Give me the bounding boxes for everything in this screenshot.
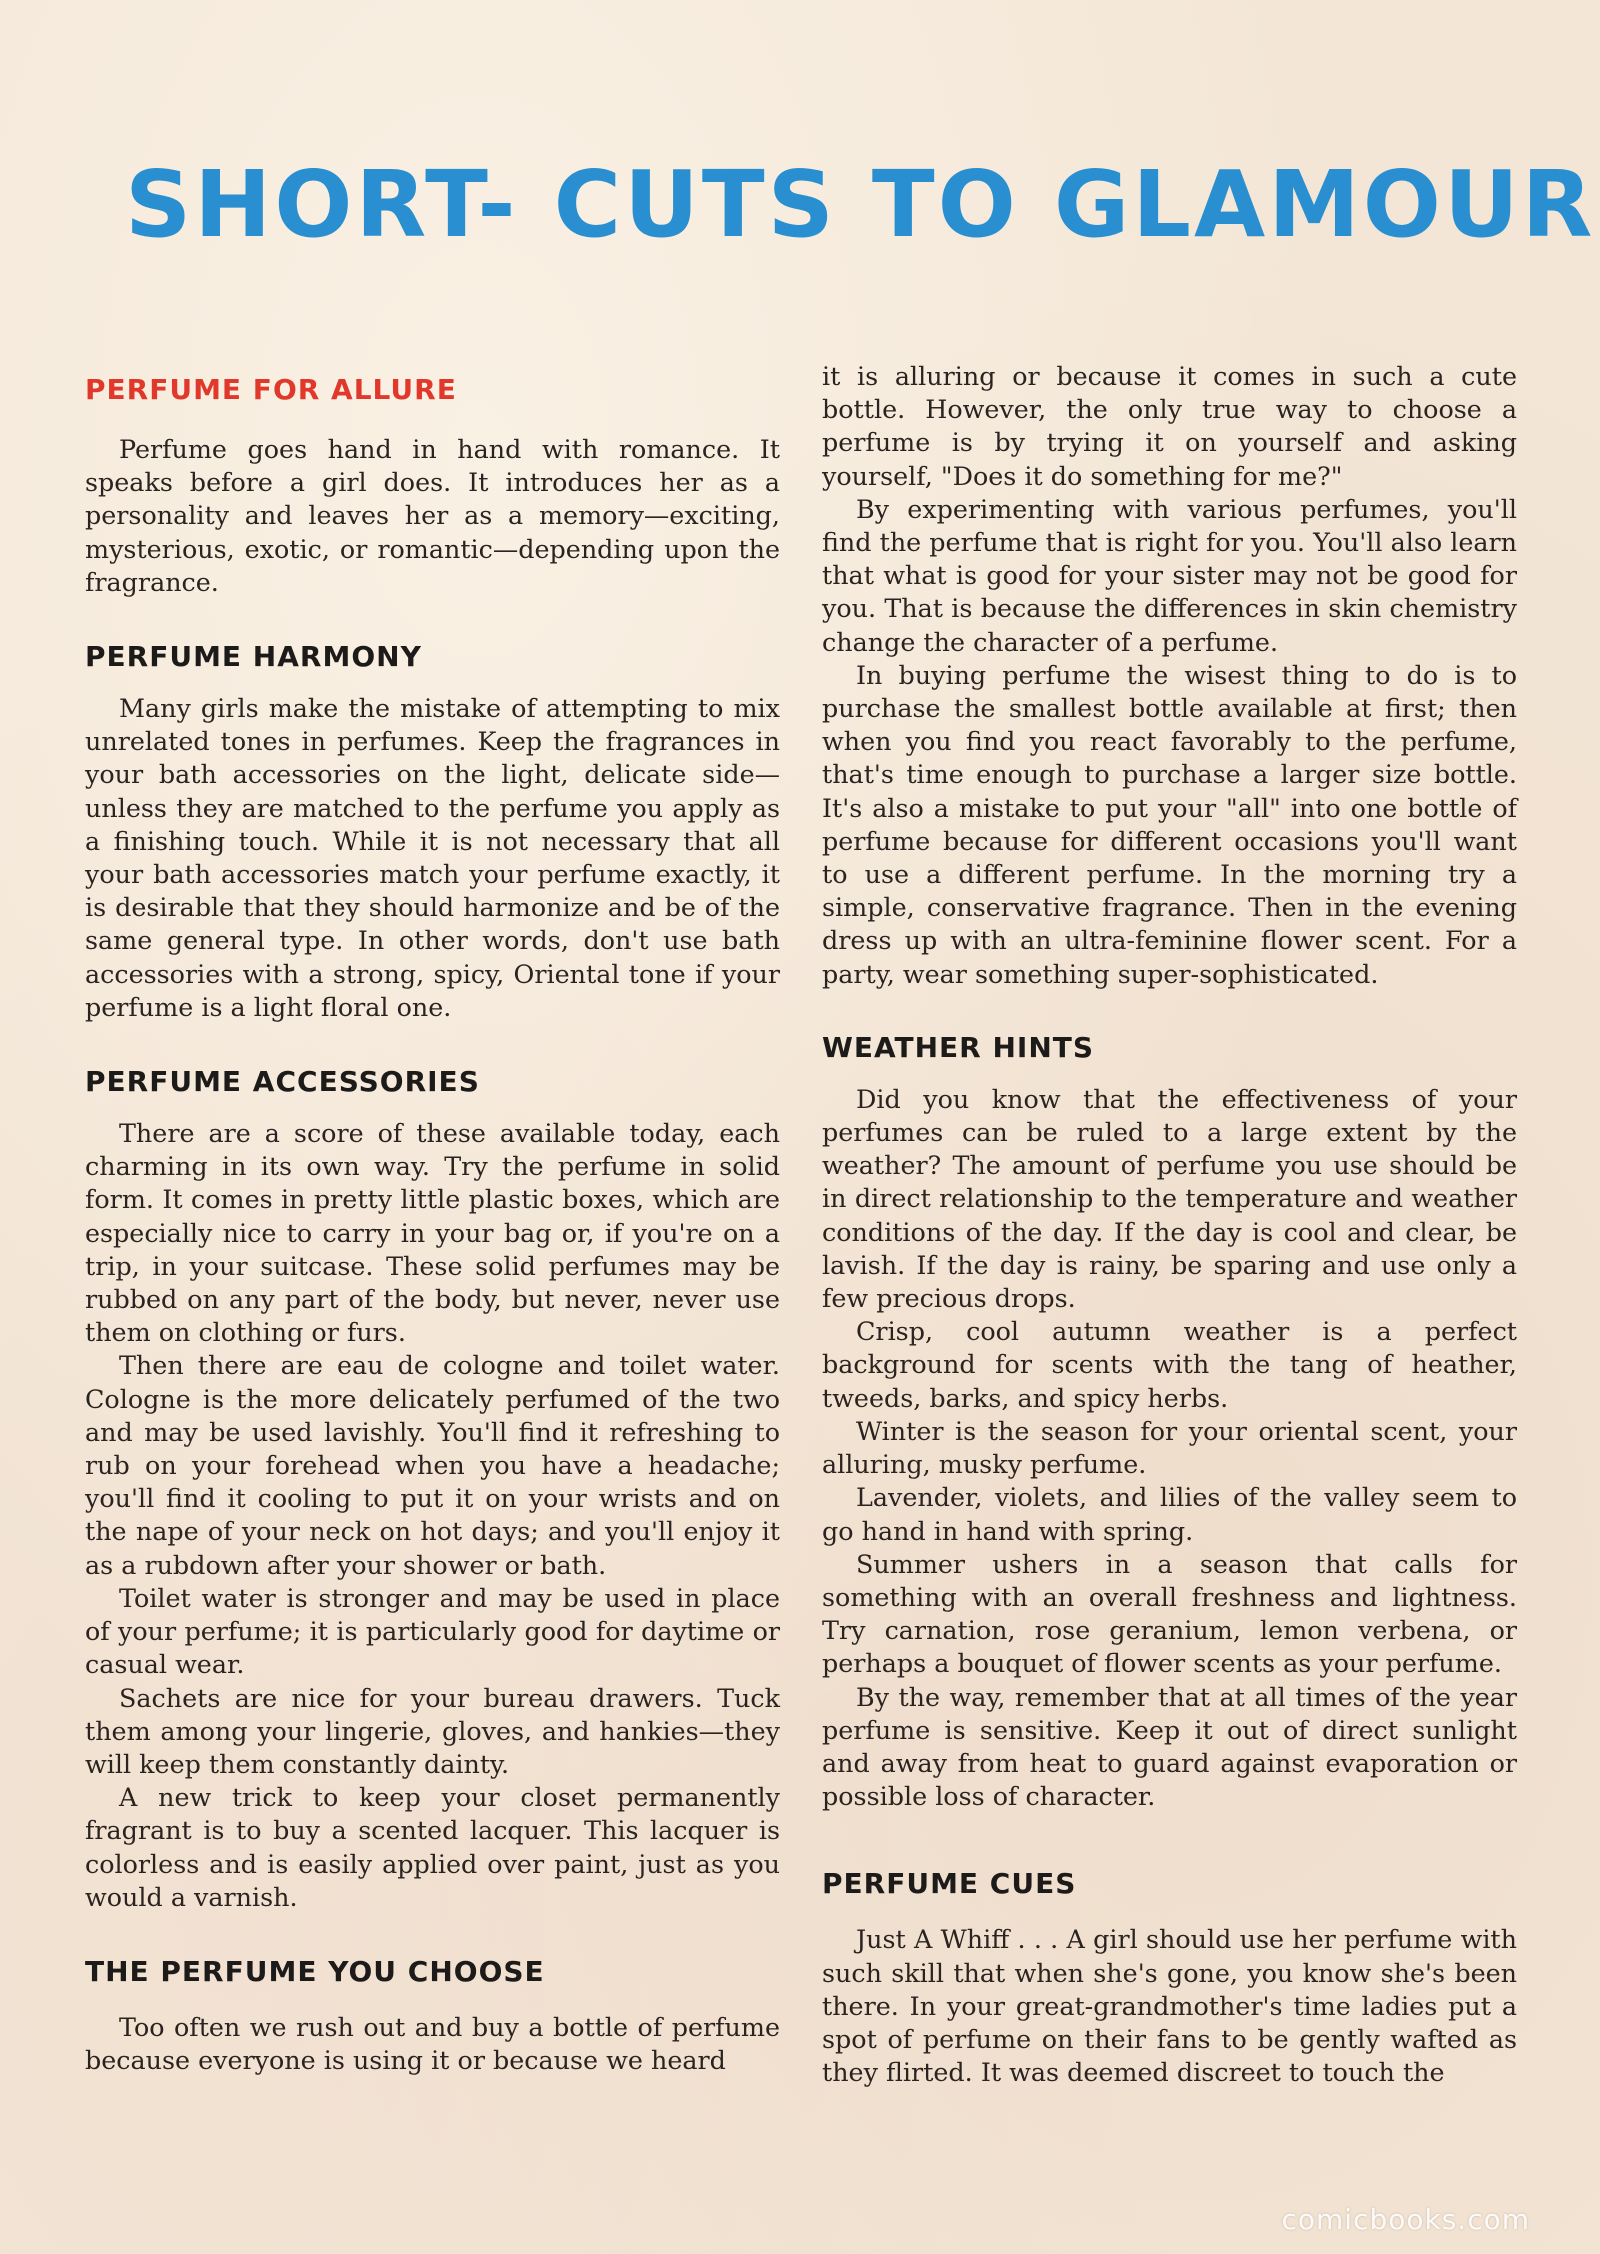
watermark: comicbooks.com [1281,2203,1530,2236]
paragraph: In buying perfume the wisest thing to do is to purchase the smallest bottle available at first; then when you find you react favorably to the perfume, that's time enough to purchase a larger size bottle. It's also a mistake to put your "all" into one bottle of perfume because for different occasions you'll want to use a different perfume. In the morning try a simple, conservative fragrance. Then in the evening dress up with an ultra-feminine flower scent. For a party, wear something super-sophisticated. [822,659,1517,989]
paragraph: Many girls make the mistake of attempting to mix unrelated tones in perfumes. Keep the fragrances in your bath accessories on the light, delicate side—unless they are matched to the perfume you apply as a finishing touch. While it is not necessary that all your bath accessories match your perfume exactly, it is desirable that they should harmonize and be of the same general type. In other words, don't use bath accessories with a strong, spicy, Oriental tone if your perfume is a light floral one. [85,693,780,1022]
section-perfume-accessories [85,1065,780,1914]
section-perfume-for-allure [85,373,780,599]
paragraph: Winter is the season for your oriental scent, your alluring, musky perfume. [822,1415,1517,1480]
paragraph: Perfume goes hand in hand with romance. It speaks before a girl does. It introduces her as a personality and leaves her as a memory—exciting, mysterious, exotic, or romantic—depending upon the fragrance. [85,434,780,597]
section-perfume-cues [822,1867,1517,2089]
paragraph: A new trick to keep your closet permanently fragrant is to buy a scented lacquer. This lacquer is colorless and is easily applied over paint, just as you would a varnish. [85,1782,780,1912]
section-heading: PERFUME ACCESSORIES [85,1065,480,1099]
paragraph: There are a score of these available today, each charming in its own way. Try the perfume in solid form. It comes in pretty little plastic boxes, which are especially nice to carry in your bag or, if you're on a trip, in your suitcase. These solid perfumes may be rubbed on any part of the body, but never, never use them on clothing or furs. [85,1118,780,1348]
section-heading: WEATHER HINTS [822,1030,1095,1064]
section-continuation [822,360,1517,991]
section-heading: THE PERFUME YOU CHOOSE [85,1954,545,1988]
section-heading: PERFUME FOR ALLURE [85,373,457,406]
section-perfume-harmony [85,640,780,1024]
paragraph: Lavender, violets, and lilies of the valley seem to go hand in hand with spring. [822,1482,1517,1546]
paragraph: Then there are eau de cologne and toilet water. Cologne is the more delicately perfumed of the two and may be used lavishly. You'll find it refreshing to rub on your forehead when you have a headache; you'll find it cooling to put it on your wrists and on the nape of your neck on hot days; and you'll enjoy it as a rubdown after your shower or bath. [85,1350,780,1580]
left-column [85,360,780,2077]
paragraph: Just A Whiff . . . A girl should use her perfume with such skill that when she's gone, you know she's been there. In your great-grandmother's time ladies put a spot of perfume on their fans to be gently wafted as they flirted. It was deemed discreet to touch the [822,1924,1517,2088]
paragraph: Summer ushers in a season that calls for something with an overall freshness and lightness. Try carnation, rose geranium, lemon verbena, or perhaps a bouquet of flower scents as your perfume. [822,1548,1517,1679]
paragraph: By experimenting with various perfumes, you'll find the perfume that is right for you. You'll also learn that what is good for your sister may not be good for you. That is because the differences in skin chemistry change the character of a perfume. [822,493,1517,657]
section-heading: PERFUME HARMONY [85,640,422,674]
paragraph: Did you know that the effectiveness of your perfumes can be ruled to a large extent by the weather? The amount of perfume you use should be in direct relationship to the temperature and weather conditions of the day. If the day is cool and clear, be lavish. If the day is rainy, be sparing and use only a few precious drops. [822,1083,1517,1314]
section-weather-hints [822,1031,1517,1813]
paragraph: Too often we rush out and buy a bottle of perfume because everyone is using it or because we heard [85,2011,780,2076]
page-title: SHORT- CUTS TO GLAMOUR [125,151,1596,258]
paragraph: Toilet water is stronger and may be used in place of your perfume; it is particularly good for daytime or casual wear. [85,1582,780,1680]
section-heading: PERFUME CUES [822,1867,1077,1901]
paragraph: it is alluring or because it comes in such a cute bottle. However, the only true way to choose a perfume is by trying it on yourself and asking yourself, "Does it do something for me?" [822,361,1517,491]
paragraph: By the way, remember that at all times of the year perfume is sensitive. Keep it out of direct sunlight and away from heat to guard against evaporation or possible loss of character. [822,1681,1517,1812]
section-the-perfume-you-choose [85,1955,780,2077]
paragraph: Crisp, cool autumn weather is a perfect background for scents with the tang of heather, tweeds, barks, and spicy herbs. [822,1316,1517,1413]
paragraph: Sachets are nice for your bureau drawers. Tuck them among your lingerie, gloves, and hankies—they will keep them constantly dainty. [85,1682,780,1779]
right-column [822,360,1517,2089]
